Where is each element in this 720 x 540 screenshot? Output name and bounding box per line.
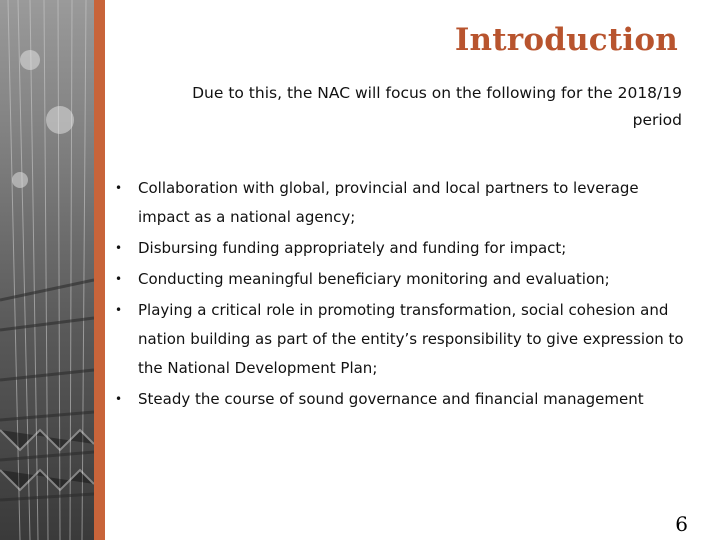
bullet-icon: • bbox=[115, 181, 123, 195]
bullet-icon: • bbox=[115, 272, 123, 286]
list-item bbox=[115, 296, 685, 383]
bullet-text: Disbursing funding appropriately and funding for impact; bbox=[138, 239, 567, 257]
list-item bbox=[115, 385, 685, 414]
slide-subtitle: Due to this, the NAC will focus on the following for the 2018/19 period bbox=[192, 84, 682, 129]
list-item bbox=[115, 234, 685, 263]
list-item bbox=[115, 174, 685, 232]
bullet-text: Collaboration with global, provincial and local partners to leverage impact as a national agency; bbox=[138, 179, 639, 226]
bullet-text: Playing a critical role in promoting transformation, social cohesion and nation building as part of the entity’s responsibility to give expression to the National Development Plan; bbox=[138, 301, 684, 377]
accent-bar bbox=[94, 0, 105, 540]
slide-title: Introduction bbox=[454, 22, 678, 58]
bullet-icon: • bbox=[115, 392, 123, 406]
bullet-text: Conducting meaningful beneficiary monitoring and evaluation; bbox=[138, 270, 610, 288]
bullet-icon: • bbox=[115, 303, 123, 317]
bullet-text: Steady the course of sound governance and financial management bbox=[138, 390, 644, 408]
bullet-list bbox=[115, 174, 685, 416]
decorative-weaving-image bbox=[0, 0, 94, 540]
bullet-icon: • bbox=[115, 241, 123, 255]
page-number: 6 bbox=[675, 512, 688, 536]
list-item bbox=[115, 265, 685, 294]
